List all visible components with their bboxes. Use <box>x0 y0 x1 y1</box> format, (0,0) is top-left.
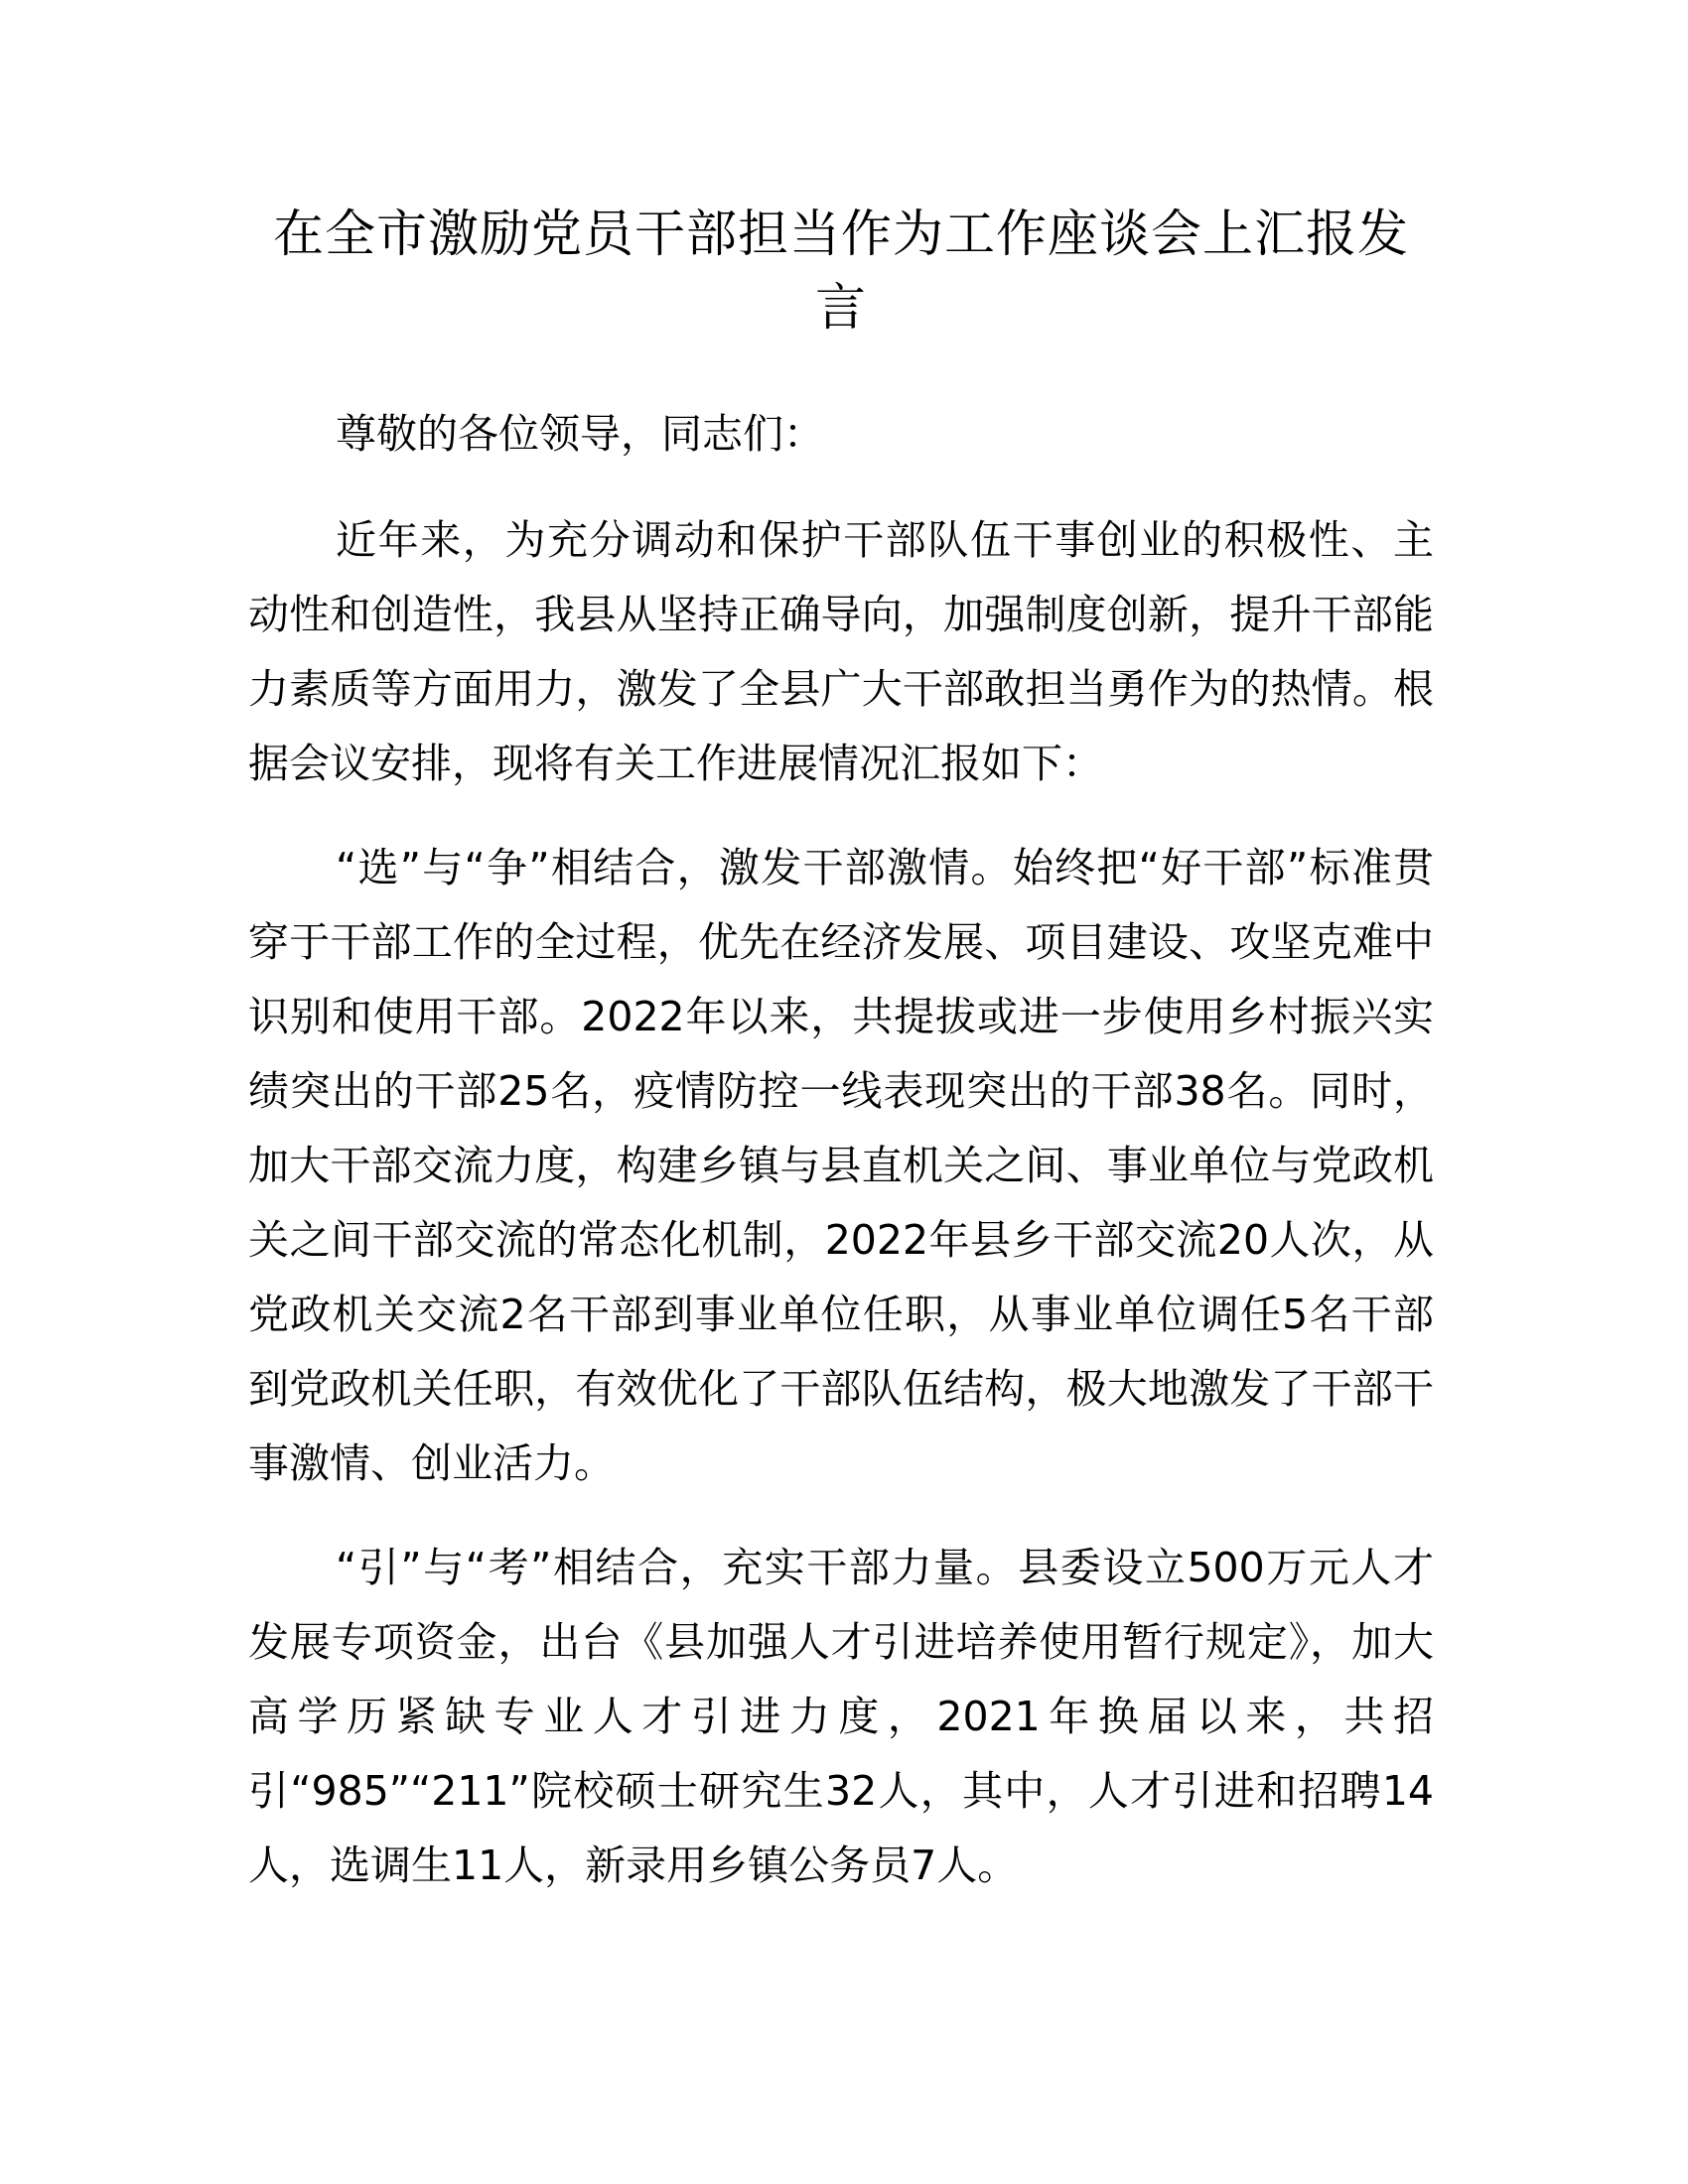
salutation: 尊敬的各位领导，同志们： <box>336 410 824 458</box>
paragraph-intro: 近年来，为充分调动和保护干部队伍干事创业的积极性、主动性和创造性，我县从坚持正确导向，加强制度创新，提升干部能力素质等方面用力，激发了全县广大干部敢担当勇作为的热情。根据会议安排，现将有关工作进展情况汇报如下： <box>248 516 1434 787</box>
paragraph-selection-competition: “选”与“争”相结合，激发干部激情。始终把“好干部”标准贯穿于干部工作的全过程，优先在经济发展、项目建设、攻坚克难中识别和使用干部。2022年以来，共提拔或进一步使用乡村振兴实绩突出的干部25名，疫情防控一线表现突出的干部38名。同时，加大干部交流力度，构建乡镇与县直机关之间、事业单位与党政机关之间干部交流的常态化机制，2022年县乡干部交流20人次，从党政机关交流2名干部到事业单位任职，从事业单位调任5名干部到党政机关任职，有效优化了干部队伍结构，极大地激发了干部干事激情、创业活力。 <box>248 844 1434 1487</box>
paragraph-recruitment-assessment: “引”与“考”相结合，充实干部力量。县委设立500万元人才发展专项资金，出台《县加强人才引进培养使用暂行规定》，加大高学历紧缺专业人才引进力度，2021年换届以来，共招引“985”“211”院校硕士研究生32人，其中，人才引进和招聘14人，选调生11人，新录用乡镇公务员7人。 <box>248 1544 1434 1889</box>
document-title: 在全市激励党员干部担当作为工作座谈会上汇报发言 <box>272 205 1409 338</box>
